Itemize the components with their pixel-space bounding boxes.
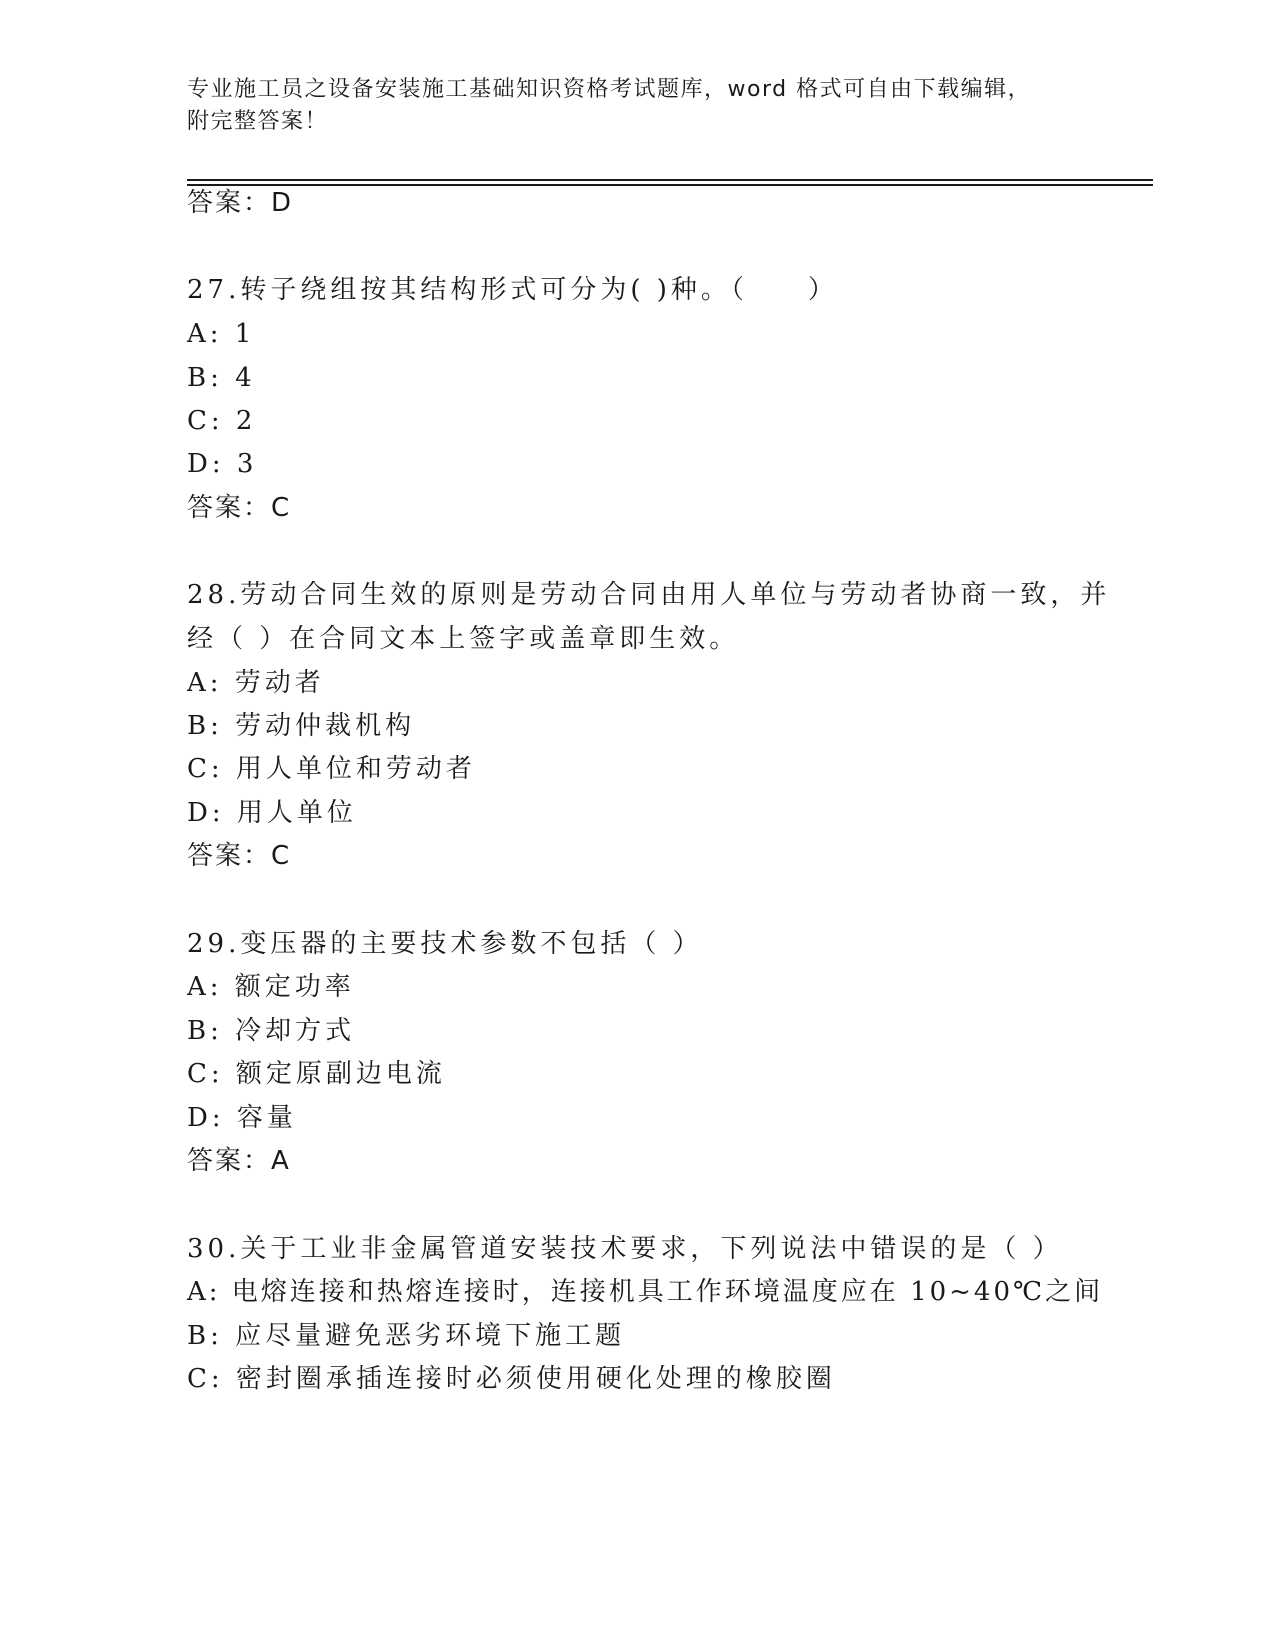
question-28-option-a: A: 劳动者 <box>187 668 325 698</box>
question-28-option-d: D: 用人单位 <box>187 798 357 828</box>
question-28-stem-line-1: 28.劳动合同生效的原则是劳动合同由用人单位与劳动者协商一致，并 <box>187 580 1111 610</box>
header-line-2: 附完整答案！ <box>187 109 329 134</box>
document-header <box>187 74 1067 138</box>
question-27-option-c: C: 2 <box>187 406 257 436</box>
question-30-option-a: A: 电熔连接和热熔连接时，连接机具工作环境温度应在 10~40℃之间 <box>187 1277 1104 1307</box>
question-29-option-c: C: 额定原副边电流 <box>187 1059 446 1089</box>
question-27-option-b: B: 4 <box>187 363 256 393</box>
question-29-stem: 29.变压器的主要技术参数不包括（ ） <box>187 929 703 959</box>
question-30-option-c: C: 密封圈承插连接时必须使用硬化处理的橡胶圈 <box>187 1364 836 1394</box>
header-divider-bottom <box>187 184 1153 186</box>
header-divider-top <box>187 179 1153 181</box>
question-29-option-d: D: 容量 <box>187 1103 297 1133</box>
question-27-option-a: A: 1 <box>187 319 256 349</box>
question-28-answer: 答案：C <box>187 841 292 871</box>
question-28-option-c: C: 用人单位和劳动者 <box>187 754 476 784</box>
question-29-answer: 答案：A <box>187 1146 291 1176</box>
question-29-option-b: B: 冷却方式 <box>187 1016 356 1046</box>
question-28-option-b: B: 劳动仲裁机构 <box>187 711 416 741</box>
question-27-answer: 答案：C <box>187 493 292 523</box>
question-29-option-a: A: 额定功率 <box>187 972 355 1002</box>
header-line-1: 专业施工员之设备安装施工基础知识资格考试题库，word 格式可自由下载编辑， <box>187 77 1032 102</box>
question-27-option-d: D: 3 <box>187 449 258 479</box>
previous-answer: 答案：D <box>187 188 294 218</box>
question-27-stem: 27.转子绕组按其结构形式可分为( )种。（ ） <box>187 275 838 305</box>
question-28-stem-line-2: 经（ ）在合同文本上签字或盖章即生效。 <box>187 624 740 654</box>
question-30-stem: 30.关于工业非金属管道安装技术要求，下列说法中错误的是（ ） <box>187 1234 1063 1264</box>
question-30-option-b: B: 应尽量避免恶劣环境下施工题 <box>187 1321 626 1351</box>
